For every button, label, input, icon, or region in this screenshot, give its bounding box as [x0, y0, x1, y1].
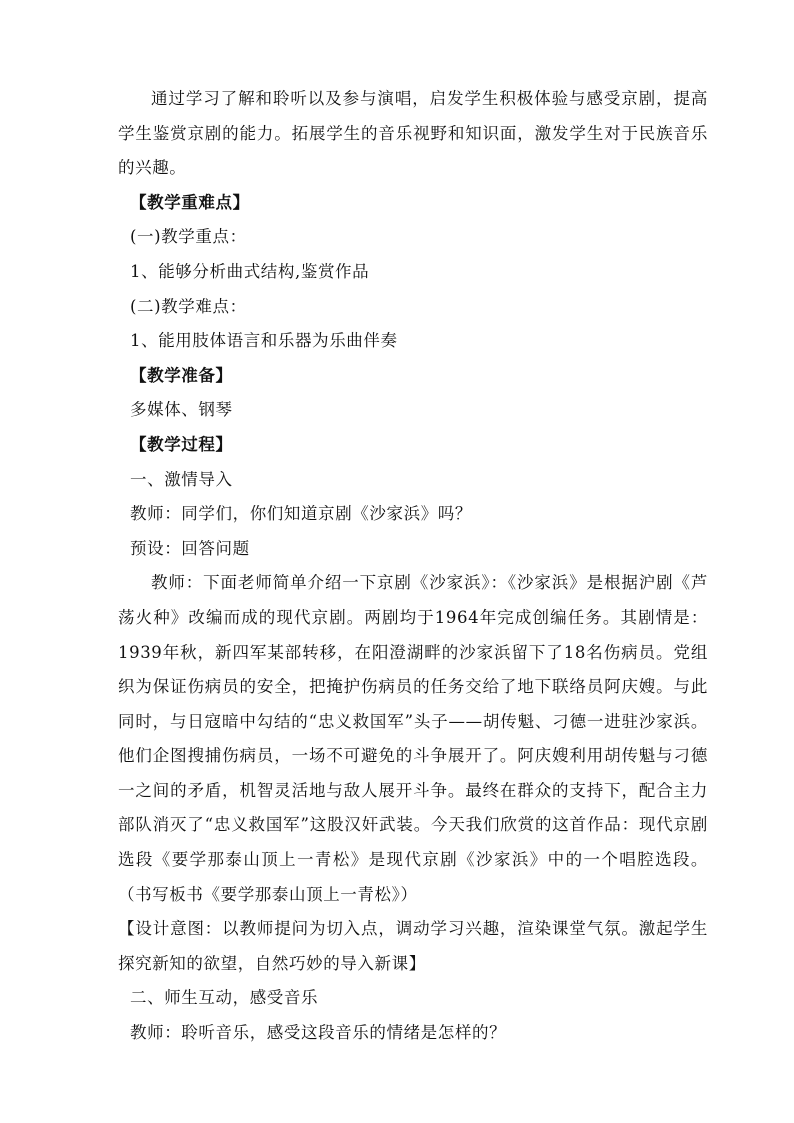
teacher-question-one: 教师：同学们，你们知道京剧《沙家浜》吗？ [130, 504, 472, 524]
heading-key-difficulty: 【教学重难点】 [130, 192, 250, 212]
key-points-title: (一)教学重点： [130, 227, 247, 247]
preset-answer: 预设：回答问题 [130, 538, 250, 558]
heading-process: 【教学过程】 [130, 434, 233, 454]
preparation-items: 多媒体、钢琴 [130, 400, 233, 420]
teacher-question-two: 教师：聆听音乐，感受这段音乐的情绪是怎样的？ [130, 1023, 507, 1043]
difficulty-item: 1、能用肢体语言和乐器为乐曲伴奏 [130, 331, 398, 351]
difficulty-title: (二)教学难点： [130, 296, 247, 316]
step-one-title: 一、激情导入 [130, 469, 233, 489]
teacher-introduction: 教师：下面老师简单介绍一下京剧《沙家浜》：《沙家浜》是根据沪剧《芦荡火种》改编而成的现代京剧。两剧均于1964年完成创编任务。其剧情是：1939年秋，新四军某部转移，在阳澄湖畔的沙家浜留下了18名伤病员。党组织为保证伤病员的安全，把掩护伤病员的任务交给了地下联络员阿庆嫂。与此同时，与日寇暗中勾结的“忠义救国军”头子——胡传魁、刁德一进驻沙家浜。他们企图搜捕伤病员，一场不可避免的斗争展开了。阿庆嫂利用胡传魁与刁德一之间的矛盾，机智灵活地与敌人展开斗争。最终在群众的支持下，配合主力部队消灭了“忠义救国军”这股汉奸武装。今天我们欣赏的这首作品：现代京剧选段《要学那泰山顶上一青松》是现代京剧《沙家浜》中的一个唱腔选段。（书写板书《要学那泰山顶上一青松》） [118, 573, 708, 904]
paragraph-teaching-goal: 通过学习了解和聆听以及参与演唱，启发学生积极体验与感受京剧，提高学生鉴赏京剧的能力。拓展学生的音乐视野和知识面，激发学生对于民族音乐的兴趣。 [118, 89, 708, 178]
document-page [118, 82, 708, 1051]
design-intent: 【设计意图：以教师提问为切入点，调动学习兴趣，渲染课堂气氛。激起学生探究新知的欲望，自然巧妙的导入新课】 [118, 919, 708, 973]
step-two-title: 二、师生互动，感受音乐 [130, 988, 319, 1008]
heading-preparation: 【教学准备】 [130, 365, 233, 385]
key-point-item: 1、能够分析曲式结构,鉴赏作品 [130, 261, 370, 281]
